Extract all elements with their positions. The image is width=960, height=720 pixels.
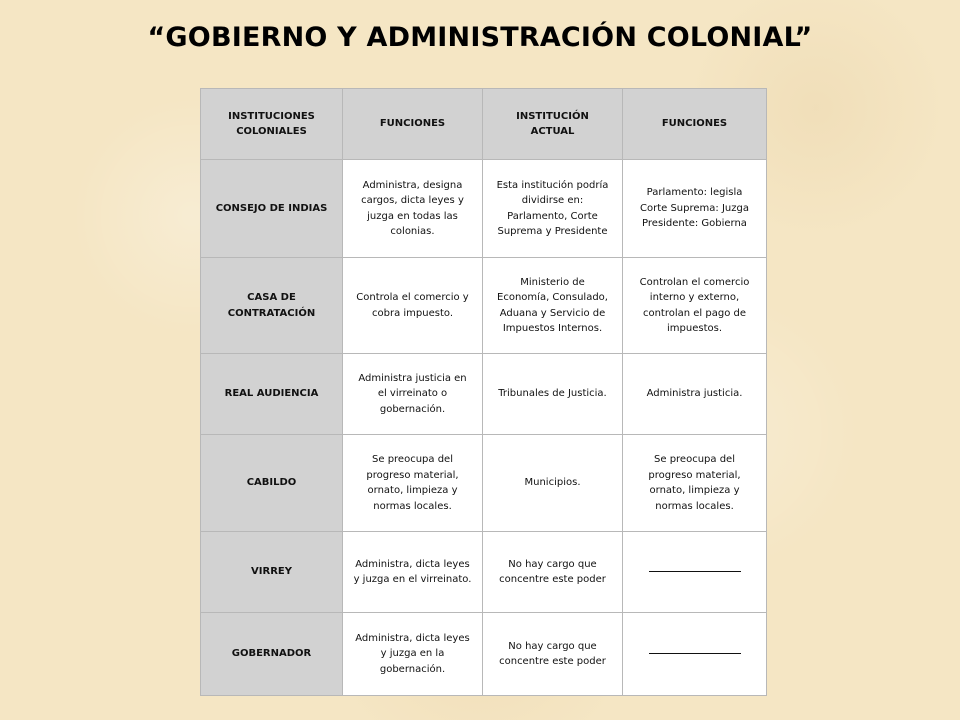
table-row [201, 354, 767, 435]
institution-cell: CABILDO [201, 435, 343, 532]
blank-answer-line [623, 532, 767, 613]
table-row [201, 258, 767, 354]
current-function-cell: Administra justicia. [623, 354, 767, 435]
function-cell: Controla el comercio y cobra impuesto. [343, 258, 483, 354]
current-institution-cell: Esta institución podría dividirse en: Parlamento, Corte Suprema y Presidente [483, 160, 623, 258]
table-header-row [201, 89, 767, 160]
function-cell: Se preocupa del progreso material, ornato, limpieza y normas locales. [343, 435, 483, 532]
current-institution-cell: Tribunales de Justicia. [483, 354, 623, 435]
institutions-table [200, 88, 767, 696]
table-row [201, 532, 767, 613]
blank-underline [649, 570, 741, 572]
blank-answer-line [623, 613, 767, 696]
institution-cell: CASA DE CONTRATACIÓN [201, 258, 343, 354]
current-institution-cell: Ministerio de Economía, Consulado, Aduana y Servicio de Impuestos Internos. [483, 258, 623, 354]
function-cell: Administra, dicta leyes y juzga en la gobernación. [343, 613, 483, 696]
blank-underline [649, 652, 741, 654]
column-header-colonial-institutions: INSTITUCIONES COLONIALES [201, 89, 343, 160]
current-institution-cell: No hay cargo que concentre este poder [483, 613, 623, 696]
page-title: “GOBIERNO Y ADMINISTRACIÓN COLONIAL” [147, 22, 813, 53]
current-function-cell: Controlan el comercio interno y externo, controlan el pago de impuestos. [623, 258, 767, 354]
table-row [201, 435, 767, 532]
column-header-current-functions: FUNCIONES [623, 89, 767, 160]
table-row [201, 160, 767, 258]
function-cell: Administra justicia en el virreinato o gobernación. [343, 354, 483, 435]
function-cell: Administra, designa cargos, dicta leyes y juzga en todas las colonias. [343, 160, 483, 258]
current-function-cell: Parlamento: legisla Corte Suprema: Juzga Presidente: Gobierna [623, 160, 767, 258]
institution-cell: REAL AUDIENCIA [201, 354, 343, 435]
column-header-colonial-functions: FUNCIONES [343, 89, 483, 160]
function-cell: Administra, dicta leyes y juzga en el virreinato. [343, 532, 483, 613]
institution-cell: CONSEJO DE INDIAS [201, 160, 343, 258]
column-header-current-institution: INSTITUCIÓN ACTUAL [483, 89, 623, 160]
current-institution-cell: Municipios. [483, 435, 623, 532]
institution-cell: VIRREY [201, 532, 343, 613]
current-function-cell: Se preocupa del progreso material, ornato, limpieza y normas locales. [623, 435, 767, 532]
table-row [201, 613, 767, 696]
institution-cell: GOBERNADOR [201, 613, 343, 696]
current-institution-cell: No hay cargo que concentre este poder [483, 532, 623, 613]
